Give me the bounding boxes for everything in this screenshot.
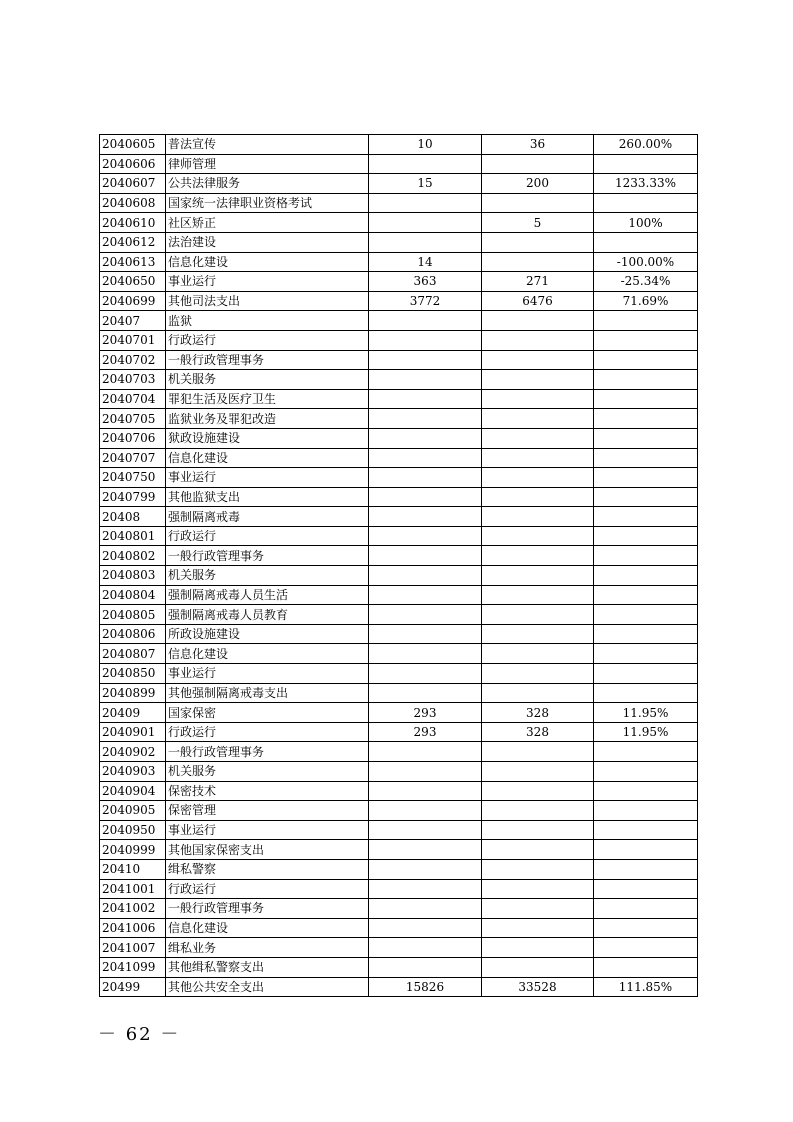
table-row [100, 899, 698, 919]
current-amount-cell [482, 820, 594, 840]
current-amount-cell: 271 [482, 272, 594, 292]
prior-amount-cell [369, 389, 482, 409]
subject-name-cell: 保密管理 [166, 801, 369, 821]
current-amount-cell [482, 232, 594, 252]
current-amount-cell: 5 [482, 213, 594, 233]
current-amount-cell: 6476 [482, 291, 594, 311]
table-row [100, 722, 698, 742]
subject-name-cell: 社区矫正 [166, 213, 369, 233]
change-percent-cell [594, 546, 698, 566]
change-percent-cell [594, 644, 698, 664]
subject-name-cell: 行政运行 [166, 330, 369, 350]
current-amount-cell [482, 624, 594, 644]
subject-name-cell: 强制隔离戒毒人员教育 [166, 605, 369, 625]
subject-name-cell: 事业运行 [166, 468, 369, 488]
subject-name-cell: 事业运行 [166, 272, 369, 292]
change-percent-cell [594, 154, 698, 174]
prior-amount-cell [369, 918, 482, 938]
change-percent-cell [594, 899, 698, 919]
subject-name-cell: 国家统一法律职业资格考试 [166, 193, 369, 213]
current-amount-cell [482, 526, 594, 546]
subject-code-cell: 2040899 [100, 683, 166, 703]
subject-code-cell: 2040801 [100, 526, 166, 546]
current-amount-cell [482, 605, 594, 625]
budget-table [99, 134, 698, 997]
current-amount-cell [482, 193, 594, 213]
change-percent-cell [594, 664, 698, 684]
change-percent-cell [594, 781, 698, 801]
current-amount-cell: 36 [482, 135, 594, 155]
subject-code-cell: 2040699 [100, 291, 166, 311]
subject-name-cell: 法治建设 [166, 232, 369, 252]
table-row [100, 507, 698, 527]
subject-name-cell: 一般行政管理事务 [166, 742, 369, 762]
prior-amount-cell [369, 487, 482, 507]
table-row [100, 311, 698, 331]
table-row [100, 801, 698, 821]
table-row [100, 526, 698, 546]
table-row [100, 291, 698, 311]
prior-amount-cell [369, 801, 482, 821]
subject-code-cell: 2040612 [100, 232, 166, 252]
subject-code-cell: 2040705 [100, 409, 166, 429]
subject-name-cell: 律师管理 [166, 154, 369, 174]
subject-code-cell: 20408 [100, 507, 166, 527]
table-row [100, 840, 698, 860]
subject-name-cell: 信息化建设 [166, 252, 369, 272]
table-row [100, 957, 698, 977]
prior-amount-cell: 363 [369, 272, 482, 292]
prior-amount-cell [369, 154, 482, 174]
current-amount-cell [482, 879, 594, 899]
subject-code-cell: 2040613 [100, 252, 166, 272]
subject-code-cell: 2040607 [100, 174, 166, 194]
subject-code-cell: 2040701 [100, 330, 166, 350]
current-amount-cell [482, 487, 594, 507]
subject-code-cell: 2040704 [100, 389, 166, 409]
subject-name-cell: 行政运行 [166, 722, 369, 742]
table-row [100, 742, 698, 762]
current-amount-cell [482, 762, 594, 782]
table-row [100, 781, 698, 801]
prior-amount-cell [369, 879, 482, 899]
subject-name-cell: 缉私警察 [166, 859, 369, 879]
prior-amount-cell [369, 624, 482, 644]
subject-code-cell: 2040799 [100, 487, 166, 507]
change-percent-cell [594, 350, 698, 370]
table-row [100, 370, 698, 390]
change-percent-cell [594, 311, 698, 331]
current-amount-cell: 328 [482, 703, 594, 723]
subject-code-cell: 20410 [100, 859, 166, 879]
change-percent-cell [594, 487, 698, 507]
subject-code-cell: 2040850 [100, 664, 166, 684]
current-amount-cell [482, 585, 594, 605]
subject-name-cell: 缉私业务 [166, 938, 369, 958]
change-percent-cell [594, 762, 698, 782]
subject-name-cell: 罪犯生活及医疗卫生 [166, 389, 369, 409]
prior-amount-cell [369, 526, 482, 546]
prior-amount-cell [369, 957, 482, 977]
current-amount-cell [482, 899, 594, 919]
current-amount-cell [482, 957, 594, 977]
table-row [100, 389, 698, 409]
change-percent-cell [594, 468, 698, 488]
current-amount-cell [482, 566, 594, 586]
prior-amount-cell [369, 605, 482, 625]
subject-code-cell: 2040805 [100, 605, 166, 625]
table-row [100, 859, 698, 879]
table-row [100, 135, 698, 155]
subject-code-cell: 2040650 [100, 272, 166, 292]
subject-code-cell: 2040999 [100, 840, 166, 860]
current-amount-cell [482, 742, 594, 762]
subject-code-cell: 20499 [100, 977, 166, 997]
prior-amount-cell [369, 546, 482, 566]
change-percent-cell: 11.95% [594, 722, 698, 742]
subject-code-cell: 2040904 [100, 781, 166, 801]
subject-name-cell: 其他强制隔离戒毒支出 [166, 683, 369, 703]
change-percent-cell: 100% [594, 213, 698, 233]
subject-name-cell: 其他公共安全支出 [166, 977, 369, 997]
subject-name-cell: 普法宣传 [166, 135, 369, 155]
current-amount-cell [482, 154, 594, 174]
table-row [100, 409, 698, 429]
subject-code-cell: 2041001 [100, 879, 166, 899]
prior-amount-cell [369, 330, 482, 350]
subject-code-cell: 2040608 [100, 193, 166, 213]
subject-name-cell: 机关服务 [166, 762, 369, 782]
table-row [100, 664, 698, 684]
change-percent-cell: -100.00% [594, 252, 698, 272]
change-percent-cell [594, 448, 698, 468]
current-amount-cell [482, 840, 594, 860]
prior-amount-cell [369, 664, 482, 684]
change-percent-cell [594, 409, 698, 429]
table-row [100, 585, 698, 605]
change-percent-cell [594, 859, 698, 879]
subject-name-cell: 信息化建设 [166, 448, 369, 468]
change-percent-cell [594, 389, 698, 409]
prior-amount-cell [369, 742, 482, 762]
change-percent-cell [594, 526, 698, 546]
subject-code-cell: 2040707 [100, 448, 166, 468]
subject-code-cell: 2040903 [100, 762, 166, 782]
prior-amount-cell [369, 370, 482, 390]
subject-name-cell: 机关服务 [166, 370, 369, 390]
subject-code-cell: 20409 [100, 703, 166, 723]
current-amount-cell [482, 252, 594, 272]
prior-amount-cell [369, 468, 482, 488]
current-amount-cell [482, 468, 594, 488]
current-amount-cell [482, 546, 594, 566]
change-percent-cell [594, 957, 698, 977]
prior-amount-cell [369, 193, 482, 213]
current-amount-cell [482, 428, 594, 448]
prior-amount-cell [369, 585, 482, 605]
current-amount-cell [482, 507, 594, 527]
change-percent-cell [594, 938, 698, 958]
subject-name-cell: 强制隔离戒毒人员生活 [166, 585, 369, 605]
subject-code-cell: 2040706 [100, 428, 166, 448]
table-row [100, 820, 698, 840]
subject-code-cell: 2040950 [100, 820, 166, 840]
table-row [100, 330, 698, 350]
subject-code-cell: 2040750 [100, 468, 166, 488]
change-percent-cell [594, 605, 698, 625]
table-row [100, 468, 698, 488]
change-percent-cell: -25.34% [594, 272, 698, 292]
subject-code-cell: 2040606 [100, 154, 166, 174]
subject-code-cell: 2040902 [100, 742, 166, 762]
table-row [100, 918, 698, 938]
current-amount-cell [482, 664, 594, 684]
current-amount-cell [482, 938, 594, 958]
subject-code-cell: 2040807 [100, 644, 166, 664]
subject-name-cell: 事业运行 [166, 664, 369, 684]
change-percent-cell [594, 193, 698, 213]
subject-code-cell: 2040804 [100, 585, 166, 605]
change-percent-cell [594, 879, 698, 899]
table-row [100, 448, 698, 468]
subject-name-cell: 事业运行 [166, 820, 369, 840]
change-percent-cell [594, 370, 698, 390]
current-amount-cell [482, 918, 594, 938]
subject-name-cell: 监狱业务及罪犯改造 [166, 409, 369, 429]
change-percent-cell: 11.95% [594, 703, 698, 723]
table-row [100, 193, 698, 213]
prior-amount-cell [369, 409, 482, 429]
change-percent-cell [594, 683, 698, 703]
change-percent-cell: 260.00% [594, 135, 698, 155]
table-row [100, 644, 698, 664]
prior-amount-cell [369, 683, 482, 703]
subject-code-cell: 2040806 [100, 624, 166, 644]
subject-name-cell: 信息化建设 [166, 644, 369, 664]
table-row [100, 762, 698, 782]
subject-name-cell: 信息化建设 [166, 918, 369, 938]
prior-amount-cell [369, 781, 482, 801]
change-percent-cell [594, 801, 698, 821]
current-amount-cell [482, 859, 594, 879]
table-row [100, 977, 698, 997]
prior-amount-cell: 10 [369, 135, 482, 155]
subject-name-cell: 行政运行 [166, 879, 369, 899]
table-row [100, 624, 698, 644]
change-percent-cell [594, 566, 698, 586]
change-percent-cell: 71.69% [594, 291, 698, 311]
subject-name-cell: 一般行政管理事务 [166, 350, 369, 370]
subject-name-cell: 一般行政管理事务 [166, 899, 369, 919]
subject-code-cell: 2041099 [100, 957, 166, 977]
subject-name-cell: 机关服务 [166, 566, 369, 586]
table-row [100, 605, 698, 625]
subject-code-cell: 2041002 [100, 899, 166, 919]
table-row [100, 272, 698, 292]
page-number: － 62 － [98, 1024, 181, 1045]
prior-amount-cell: 293 [369, 703, 482, 723]
table-row [100, 683, 698, 703]
prior-amount-cell: 15826 [369, 977, 482, 997]
current-amount-cell: 200 [482, 174, 594, 194]
current-amount-cell: 33528 [482, 977, 594, 997]
current-amount-cell [482, 311, 594, 331]
subject-code-cell: 2041007 [100, 938, 166, 958]
table-row [100, 213, 698, 233]
current-amount-cell [482, 781, 594, 801]
table-row [100, 938, 698, 958]
change-percent-cell [594, 624, 698, 644]
subject-name-cell: 其他缉私警察支出 [166, 957, 369, 977]
current-amount-cell [482, 448, 594, 468]
prior-amount-cell [369, 448, 482, 468]
table-row [100, 174, 698, 194]
prior-amount-cell [369, 840, 482, 860]
subject-code-cell: 2040703 [100, 370, 166, 390]
table-row [100, 546, 698, 566]
current-amount-cell [482, 389, 594, 409]
table-row [100, 703, 698, 723]
subject-code-cell: 2040610 [100, 213, 166, 233]
subject-code-cell: 2040802 [100, 546, 166, 566]
change-percent-cell [594, 330, 698, 350]
prior-amount-cell [369, 820, 482, 840]
change-percent-cell [594, 840, 698, 860]
change-percent-cell [594, 742, 698, 762]
prior-amount-cell [369, 428, 482, 448]
prior-amount-cell [369, 938, 482, 958]
table-row [100, 428, 698, 448]
prior-amount-cell [369, 213, 482, 233]
table-row [100, 350, 698, 370]
change-percent-cell [594, 232, 698, 252]
change-percent-cell [594, 428, 698, 448]
table-row [100, 879, 698, 899]
subject-code-cell: 2040905 [100, 801, 166, 821]
prior-amount-cell [369, 762, 482, 782]
prior-amount-cell [369, 350, 482, 370]
subject-name-cell: 其他司法支出 [166, 291, 369, 311]
current-amount-cell [482, 350, 594, 370]
table-row [100, 566, 698, 586]
subject-code-cell: 20407 [100, 311, 166, 331]
change-percent-cell: 1233.33% [594, 174, 698, 194]
current-amount-cell [482, 683, 594, 703]
current-amount-cell [482, 370, 594, 390]
prior-amount-cell [369, 644, 482, 664]
subject-name-cell: 行政运行 [166, 526, 369, 546]
subject-name-cell: 公共法律服务 [166, 174, 369, 194]
change-percent-cell [594, 585, 698, 605]
prior-amount-cell [369, 232, 482, 252]
subject-name-cell: 其他监狱支出 [166, 487, 369, 507]
subject-name-cell: 保密技术 [166, 781, 369, 801]
subject-name-cell: 监狱 [166, 311, 369, 331]
subject-code-cell: 2040803 [100, 566, 166, 586]
subject-name-cell: 狱政设施建设 [166, 428, 369, 448]
change-percent-cell: 111.85% [594, 977, 698, 997]
prior-amount-cell [369, 507, 482, 527]
subject-code-cell: 2040702 [100, 350, 166, 370]
current-amount-cell [482, 801, 594, 821]
subject-code-cell: 2040605 [100, 135, 166, 155]
table-row [100, 487, 698, 507]
prior-amount-cell: 293 [369, 722, 482, 742]
subject-code-cell: 2041006 [100, 918, 166, 938]
current-amount-cell [482, 644, 594, 664]
prior-amount-cell [369, 859, 482, 879]
subject-name-cell: 所政设施建设 [166, 624, 369, 644]
subject-name-cell: 一般行政管理事务 [166, 546, 369, 566]
table-row [100, 232, 698, 252]
table-row [100, 154, 698, 174]
prior-amount-cell [369, 311, 482, 331]
current-amount-cell [482, 409, 594, 429]
current-amount-cell [482, 330, 594, 350]
subject-name-cell: 国家保密 [166, 703, 369, 723]
change-percent-cell [594, 918, 698, 938]
prior-amount-cell: 14 [369, 252, 482, 272]
table-row [100, 252, 698, 272]
prior-amount-cell: 15 [369, 174, 482, 194]
change-percent-cell [594, 820, 698, 840]
subject-name-cell: 其他国家保密支出 [166, 840, 369, 860]
current-amount-cell: 328 [482, 722, 594, 742]
prior-amount-cell: 3772 [369, 291, 482, 311]
prior-amount-cell [369, 566, 482, 586]
change-percent-cell [594, 507, 698, 527]
subject-name-cell: 强制隔离戒毒 [166, 507, 369, 527]
subject-code-cell: 2040901 [100, 722, 166, 742]
prior-amount-cell [369, 899, 482, 919]
